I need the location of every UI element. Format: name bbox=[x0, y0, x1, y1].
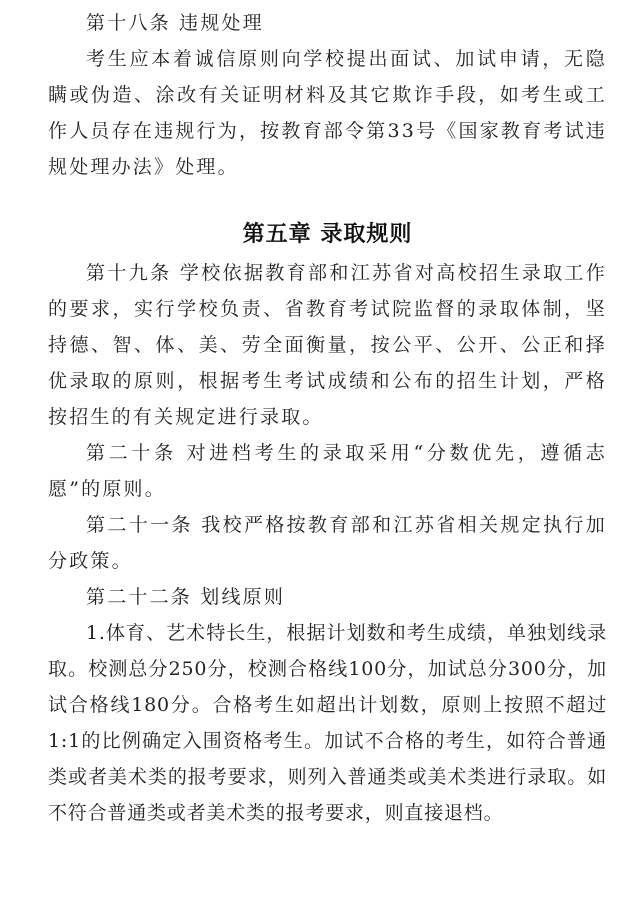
article-22-title: 第二十二条 划线原则 bbox=[86, 586, 286, 608]
article-20-body: 第二十条 对进档考生的录取采用“分数优先，遵循志愿”的原则。 bbox=[48, 442, 607, 500]
section-gap bbox=[48, 185, 607, 215]
article-19-body: 第十九条 学校依据教育部和江苏省对高校招生录取工作的要求，实行学校负责、省教育考试院监督的录取体制，坚持德、智、体、美、劳全面衡量，按公平、公开、公正和择优录取的原则，根据考生考试成绩和公布的招生计划，严格按招生的有关规定进行录取。 bbox=[48, 262, 607, 428]
article-22-item-1: 1.体育、艺术特长生，根据计划数和考生成绩，单独划线录取。校测总分250分，校测合格线100分，加试总分300分，加试合格线180分。合格考生如超出计划数，原则上按照不超过1:1的比例确定入围资格考生。加试不合格的考生，如符合普通类或者美术类的报考要求，则列入普通类或美术类进行录取。如不符合普通类或者美术类的报考要求，则直接退档。 bbox=[48, 622, 607, 824]
article-18-title: 第十八条 违规处理 bbox=[86, 12, 264, 34]
chapter-5-heading: 第五章 录取规则 bbox=[242, 222, 413, 247]
article-18-body: 考生应本着诚信原则向学校提出面试、加试申请，无隐瞒或伪造、涂改有关证明材料及其它欺诈手段，如考生或工作人员存在违规行为，按教育部令第33号《国家教育考试违规处理办法》处理。 bbox=[48, 48, 607, 178]
article-21-body: 第二十一条 我校严格按教育部和江苏省相关规定执行加分政策。 bbox=[48, 514, 607, 572]
